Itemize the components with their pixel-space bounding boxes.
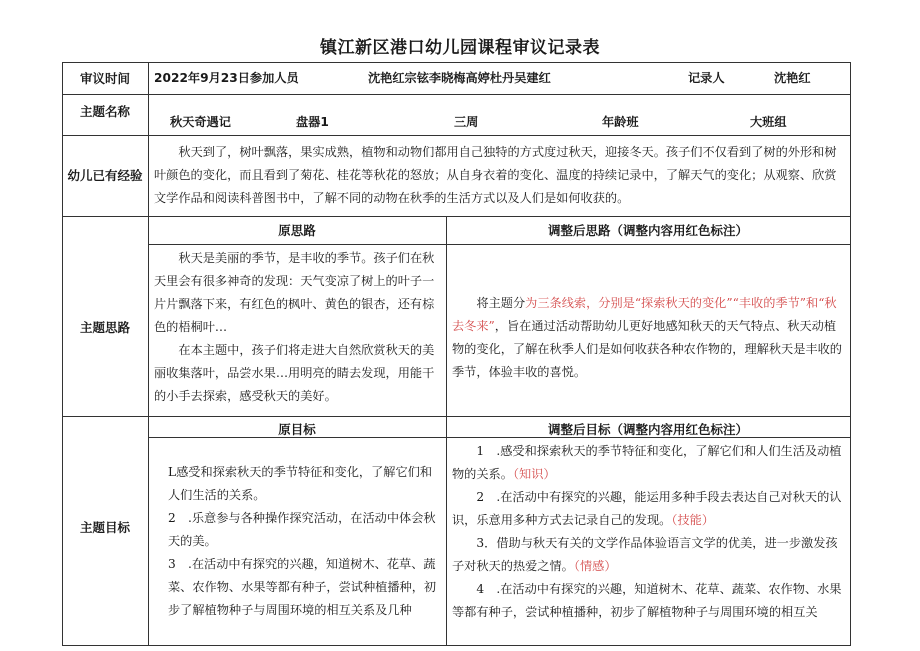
participants: 沈艳红宗铉李晓梅高婷杜丹吴建红 <box>368 71 551 85</box>
adj-goal-3-tag: （情感） <box>573 559 617 573</box>
recorder-value: 沈艳红 <box>774 71 811 85</box>
adj-thinking-text <box>452 292 846 384</box>
time-value: 2022年9月23日参加人员 <box>154 71 299 85</box>
adj-goal-2 <box>452 486 848 532</box>
adj-goal-4: 4 .在活动中有探究的兴趣，知道树木、花草、蔬菜、农作物、水果等都有种子，尝试种植播种，初步了解植物种子与周围环境的相互关 <box>452 582 842 619</box>
goals-label: 主题目标 <box>79 520 130 535</box>
orig-goal-1: L感受和探索秋天的季节特征和变化，了解它们和人们生活的关系。 <box>168 465 433 502</box>
adj-goal-1 <box>452 440 848 486</box>
table-border-left <box>62 62 63 646</box>
orig-thinking-text <box>154 247 442 408</box>
row-divider <box>148 244 851 245</box>
adj-goal-1-text: 1 .感受和探索秋天的季节特征和变化，了解它们和人们生活及动植物的关系。 <box>452 444 842 481</box>
recorder-label: 记录人 <box>688 71 725 85</box>
age-value: 大班组 <box>750 115 787 129</box>
orig-goals-text <box>168 461 442 622</box>
orig-thinking-p2: 在本主题中，孩子们将走进大自然欣赏秋天的美丽收集落叶，品尝水果…用明亮的睛去发现，用能干的小手去探索，感受秋天的美好。 <box>154 343 435 403</box>
adj-goal-2-text: 2 .在活动中有探究的兴趣，能运用多种手段去表达自己对秋天的认识，乐意用多种方式去记录自己的发现。 <box>452 490 842 527</box>
orig-thinking-p1: 秋天是美丽的季节，是丰收的季节。孩子们在秋天里会有很多神奇的发现：天气变凉了树上的叶子一片片飘落下来，有红色的枫叶、黄色的银杏，还有棕色的梧桐叶… <box>154 251 435 334</box>
age-label: 年龄班 <box>602 115 639 129</box>
thinking-label: 主题思路 <box>79 320 130 335</box>
row-divider <box>62 94 851 95</box>
adj-goals-header: 调整后目标（调整内容用红色标注） <box>547 422 748 437</box>
table-border-top <box>62 62 851 63</box>
table-border-right <box>850 62 851 646</box>
adj-goal-2-tag: （技能） <box>671 513 715 527</box>
plate-label: 盘器1 <box>296 115 329 129</box>
orig-goal-3: 3 .在活动中有探究的兴趣，知道树木、花草、蔬菜、农作物、水果等都有种子，尝试种植播种，初步了解植物种子与周围环境的相互关系及几种 <box>168 557 437 617</box>
theme-label: 主题名称 <box>79 104 130 119</box>
orig-goals-header: 原目标 <box>278 422 316 437</box>
experience-label: 幼儿已有经验 <box>67 168 143 183</box>
column-divider <box>148 62 149 646</box>
table-border-bottom <box>62 645 851 646</box>
theme-name: 秋天奇遇记 <box>170 115 231 129</box>
page-title: 镇江新区港口幼儿园课程审议记录表 <box>320 38 600 58</box>
adj-goals-text <box>452 440 848 624</box>
review-table <box>62 62 851 646</box>
row-divider <box>62 135 851 136</box>
adj-thinking-b: ，旨在通过活动帮助幼儿更好地感知秋天的天气特点、秋天动植物的变化，了解在秋季人们是如何收获各种农作物的，理解秋天是丰收的季节，体验丰收的喜悦。 <box>452 319 842 379</box>
row-divider <box>62 416 851 417</box>
row-divider <box>62 216 851 217</box>
adj-thinking-header: 调整后思路（调整内容用红色标注） <box>547 223 748 238</box>
adj-goal-3-text: 3．借助与秋天有关的文学作品体验语言文学的优美，进一步激发孩子对秋天的热爱之情。 <box>452 536 838 573</box>
theme-duration: 三周 <box>454 115 479 129</box>
adj-thinking-red: 为三条线索，分别是“探索秋天的变化”“丰收的季节”和“秋去冬来” <box>452 296 837 333</box>
adj-goal-3 <box>452 532 848 578</box>
orig-thinking-header: 原思路 <box>278 223 316 238</box>
time-label: 审议时间 <box>79 71 130 86</box>
experience-text: 秋天到了，树叶飘落，果实成熟，植物和动物们都用自己独特的方式度过秋天，迎接冬天。孩子们不仅看到了树的外形和树叶颜色的变化，而且看到了菊花、桂花等秋花的怒放；从自身衣着的变化、温度的持续记录中，了解天气的变化；从观察、欣赏文学作品和阅读科普图书中，了解不同的动物在秋季的生活方式以及人们是如何收获的。 <box>154 145 837 205</box>
adj-goal-1-tag: （知识） <box>512 467 556 481</box>
orig-goal-2: 2 .乐意参与各种操作探究活动，在活动中体会秋天的美。 <box>168 511 436 548</box>
adj-thinking-a: 将主题分 <box>476 296 526 310</box>
